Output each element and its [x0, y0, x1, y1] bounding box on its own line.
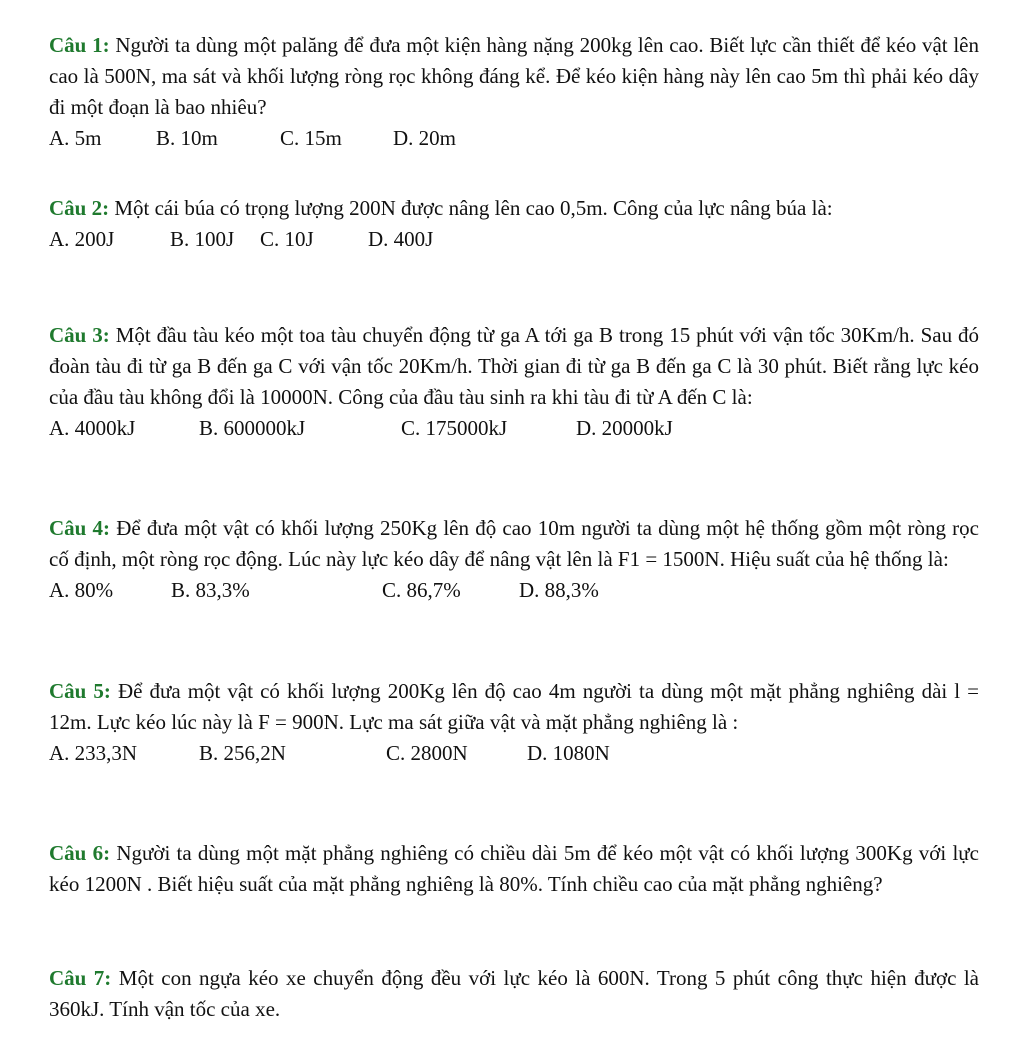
question-1-option-b: B. 10m	[156, 126, 218, 150]
question-3-stem	[49, 320, 979, 413]
question-5-options	[49, 738, 979, 769]
question-5-formula-length: l = 12m	[49, 679, 979, 734]
question-5-option-a: A. 233,3N	[49, 741, 138, 765]
question-2-options	[49, 224, 979, 255]
question-6-label: Câu 6:	[49, 841, 111, 865]
question-6-text: Người ta dùng một mặt phẳng nghiêng có chiều dài 5m để kéo một vật có khối lượng 300Kg với lực kéo 1200N . Biết hiệu suất của mặt phẳng nghiêng là 80%. Tính chiều cao của mặt phẳng nghiêng?	[49, 841, 980, 896]
question-6	[49, 838, 979, 900]
question-3-text: Một đầu tàu kéo một toa tàu chuyển động từ ga A tới ga B trong 15 phút với vận tốc 30Km/h. Sau đó đoàn tàu đi từ ga B đến ga C với vận tốc 20Km/h. Thời gian đi từ ga B đến ga C là 30 phút. Biết rằng lực kéo của đầu tàu không đổi là 10000N. Công của đầu tàu sinh ra khi tàu đi từ A đến C là:	[49, 323, 980, 409]
question-4-option-d: D. 88,3%	[519, 578, 599, 602]
question-1-options	[49, 123, 979, 154]
question-5-option-d: D. 1080N	[527, 741, 610, 765]
question-3-option-c: C. 175000kJ	[401, 416, 508, 440]
question-5-formula-force: F = 900N	[258, 710, 339, 734]
question-3	[49, 320, 979, 444]
question-2-stem	[49, 193, 979, 224]
question-7-label: Câu 7:	[49, 966, 112, 990]
question-5	[49, 676, 979, 769]
question-4-option-b: B. 83,3%	[171, 578, 250, 602]
question-3-option-d: D. 20000kJ	[576, 416, 673, 440]
question-2-label: Câu 2:	[49, 196, 110, 220]
question-1-text: Người ta dùng một palăng để đưa một kiện hàng nặng 200kg lên cao. Biết lực cần thiết để kéo vật lên cao là 500N, ma sát và khối lượng ròng rọc không đáng kể. Để kéo kiện hàng này lên cao 5m thì phải kéo dây đi một đoạn là bao nhiêu?	[49, 33, 979, 119]
question-4-option-a: A. 80%	[49, 578, 114, 602]
question-5-text-end: . Lực ma sát giữa vật và mặt phẳng nghiêng là :	[338, 710, 739, 734]
question-3-option-b: B. 600000kJ	[199, 416, 306, 440]
question-5-stem	[49, 676, 979, 738]
question-2-option-c: C. 10J	[260, 227, 314, 251]
question-7-text: Một con ngựa kéo xe chuyển động đều với lực kéo là 600N. Trong 5 phút công thực hiện được là 360kJ. Tính vận tốc của xe.	[49, 966, 980, 1021]
question-1-label: Câu 1:	[49, 33, 110, 57]
question-4-text: Để đưa một vật có khối lượng 250Kg lên độ cao 10m người ta dùng một hệ thống gồm một ròng rọc cố định, một ròng rọc động. Lúc này lực kéo dây để nâng vật lên là	[49, 516, 979, 571]
question-5-label: Câu 5:	[49, 679, 111, 703]
question-7	[49, 963, 979, 1025]
question-2-option-a: A. 200J	[49, 227, 115, 251]
question-2-option-d: D. 400J	[368, 227, 434, 251]
question-1-option-a: A. 5m	[49, 126, 102, 150]
question-3-option-a: A. 4000kJ	[49, 416, 136, 440]
question-3-label: Câu 3:	[49, 323, 110, 347]
question-4	[49, 513, 979, 606]
question-1-option-c: C. 15m	[280, 126, 342, 150]
question-2-option-b: B. 100J	[170, 227, 235, 251]
question-7-stem	[49, 963, 979, 1025]
question-4-text-end: . Hiệu suất của hệ thống là:	[719, 547, 949, 571]
question-5-option-b: B. 256,2N	[199, 741, 286, 765]
question-4-stem	[49, 513, 979, 575]
question-1-stem	[49, 30, 979, 123]
question-4-options	[49, 575, 979, 606]
question-4-option-c: C. 86,7%	[382, 578, 461, 602]
question-5-option-c: C. 2800N	[386, 741, 468, 765]
question-6-stem	[49, 838, 979, 900]
question-3-options	[49, 413, 979, 444]
question-4-label: Câu 4:	[49, 516, 111, 540]
question-1	[49, 30, 979, 154]
question-5-text-middle: . Lực kéo lúc này là	[86, 710, 259, 734]
question-4-formula: F1 = 1500N	[617, 547, 720, 571]
question-2-text: Một cái búa có trọng lượng 200N được nâng lên cao 0,5m. Công của lực nâng búa là:	[114, 196, 833, 220]
question-1-option-d: D. 20m	[393, 126, 456, 150]
question-2	[49, 193, 979, 255]
question-5-text: Để đưa một vật có khối lượng 200Kg lên độ cao 4m người ta dùng một mặt phẳng nghiêng dài	[117, 679, 955, 703]
